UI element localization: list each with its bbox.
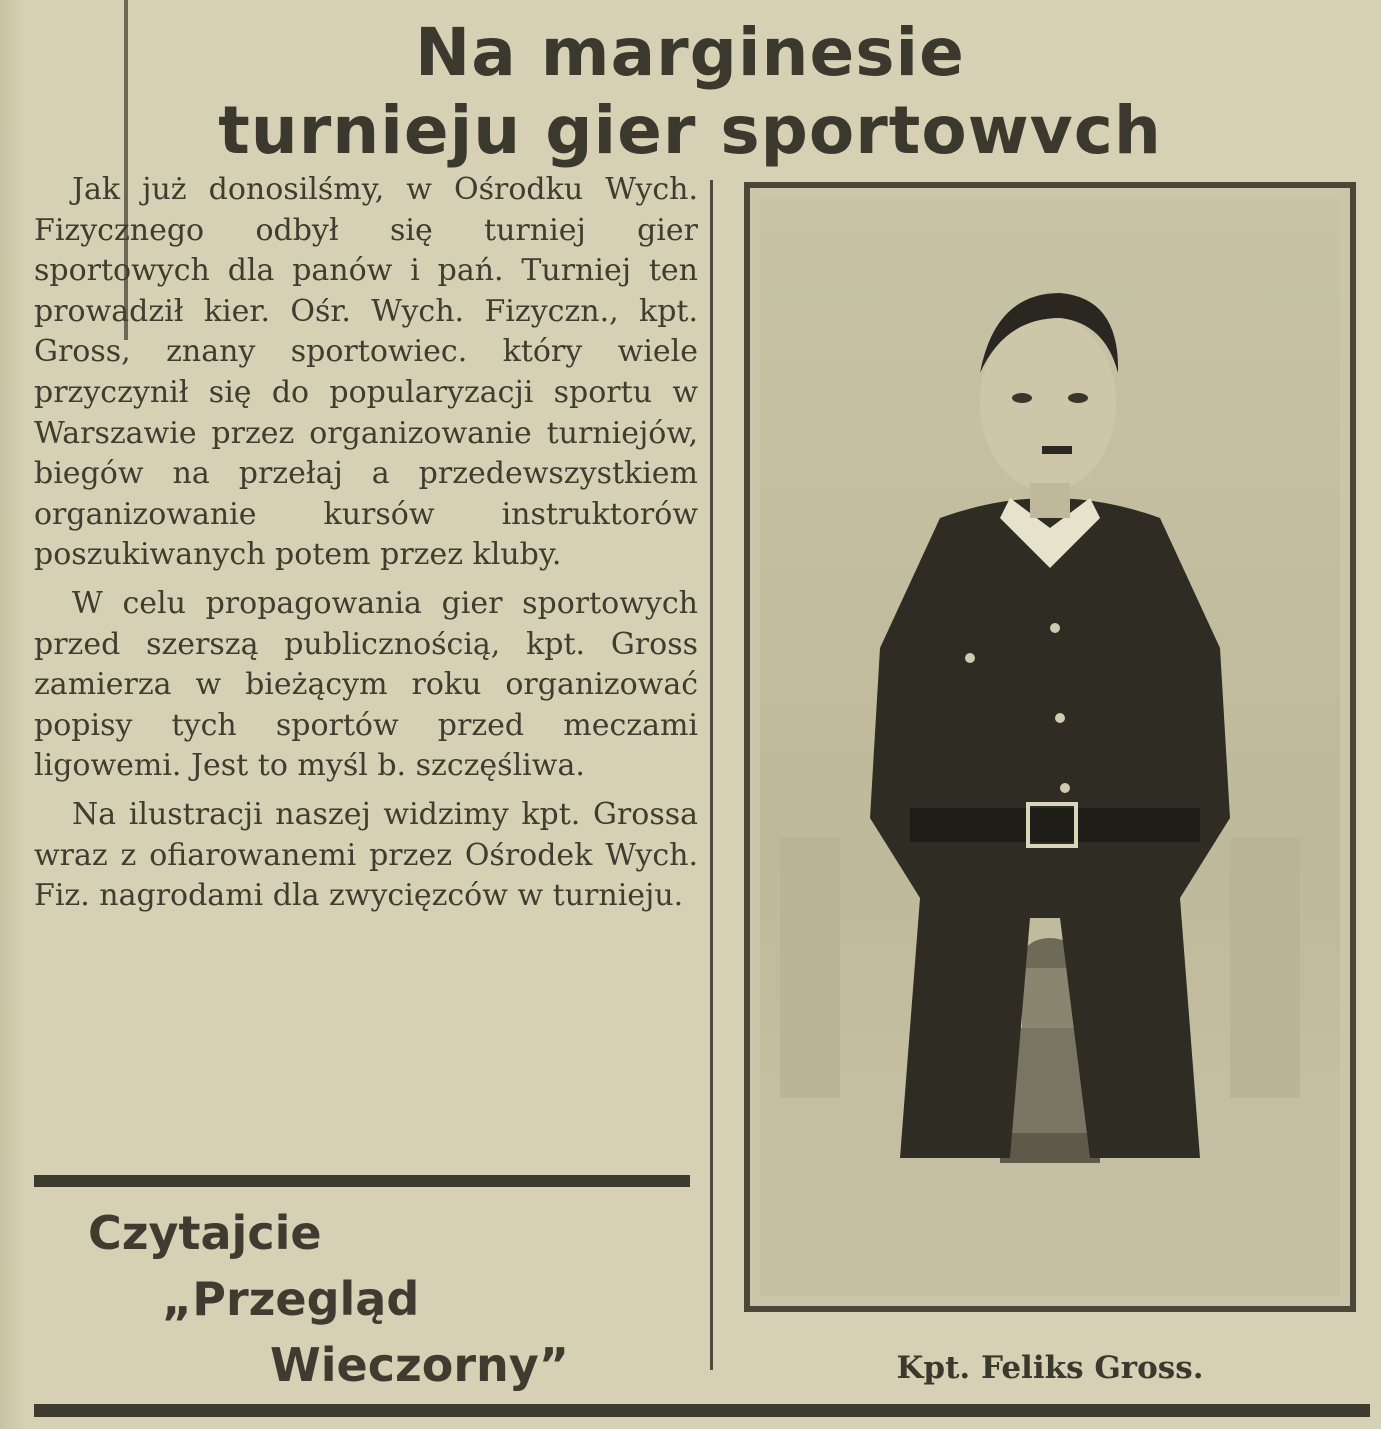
advertisement [34, 1200, 694, 1398]
ad-line-2: „Przegląd [162, 1272, 420, 1326]
article-body [34, 170, 698, 925]
photo-frame [744, 182, 1356, 1312]
article-paragraph-3: Na ilustracji naszej widzimy kpt. Grossa wraz z ofiarowanemi przez Ośrodek Wych. Fiz. nagrodami dla zwycięzców w turnieju. [34, 796, 698, 914]
portrait-photo [760, 198, 1340, 1296]
article-paragraph-2: W celu propagowania gier sportowych przed szerszą publicznością, kpt. Gross zamierza w bieżącym roku organizować popisy tych sportów przed meczami ligowemi. Jest to myśl b. szczęśliwa. [34, 585, 698, 784]
headline [150, 14, 1230, 170]
ad-line-3: Wieczorny” [270, 1338, 569, 1392]
headline-line-1: Na marginesie [415, 14, 965, 91]
photo-caption: Kpt. Feliks Gross. [896, 1350, 1204, 1386]
bottom-divider [34, 1404, 1370, 1417]
column-rule [710, 180, 713, 1370]
article-paragraph-1: Jak już donosilśmy, w Ośrodku Wych. Fizycznego odbył się turniej gier sportowych dla panów i pań. Turniej ten prowadził kier. Ośr. Wych. Fizyczn., kpt. Gross, znany sportowiec. który wiele przyczynił się do popularyzacji sportu w Warszawie przez organizowanie turniejów, biegów na przełaj a przedewszystkiem organizowanie kursów instruktorów poszukiwanych potem przez kluby. [34, 172, 698, 573]
ad-line-1: Czytajcie [88, 1206, 322, 1260]
page-edge [0, 0, 26, 1429]
headline-line-2: turnieju gier sportowvch [218, 92, 1162, 169]
section-divider [34, 1175, 690, 1187]
